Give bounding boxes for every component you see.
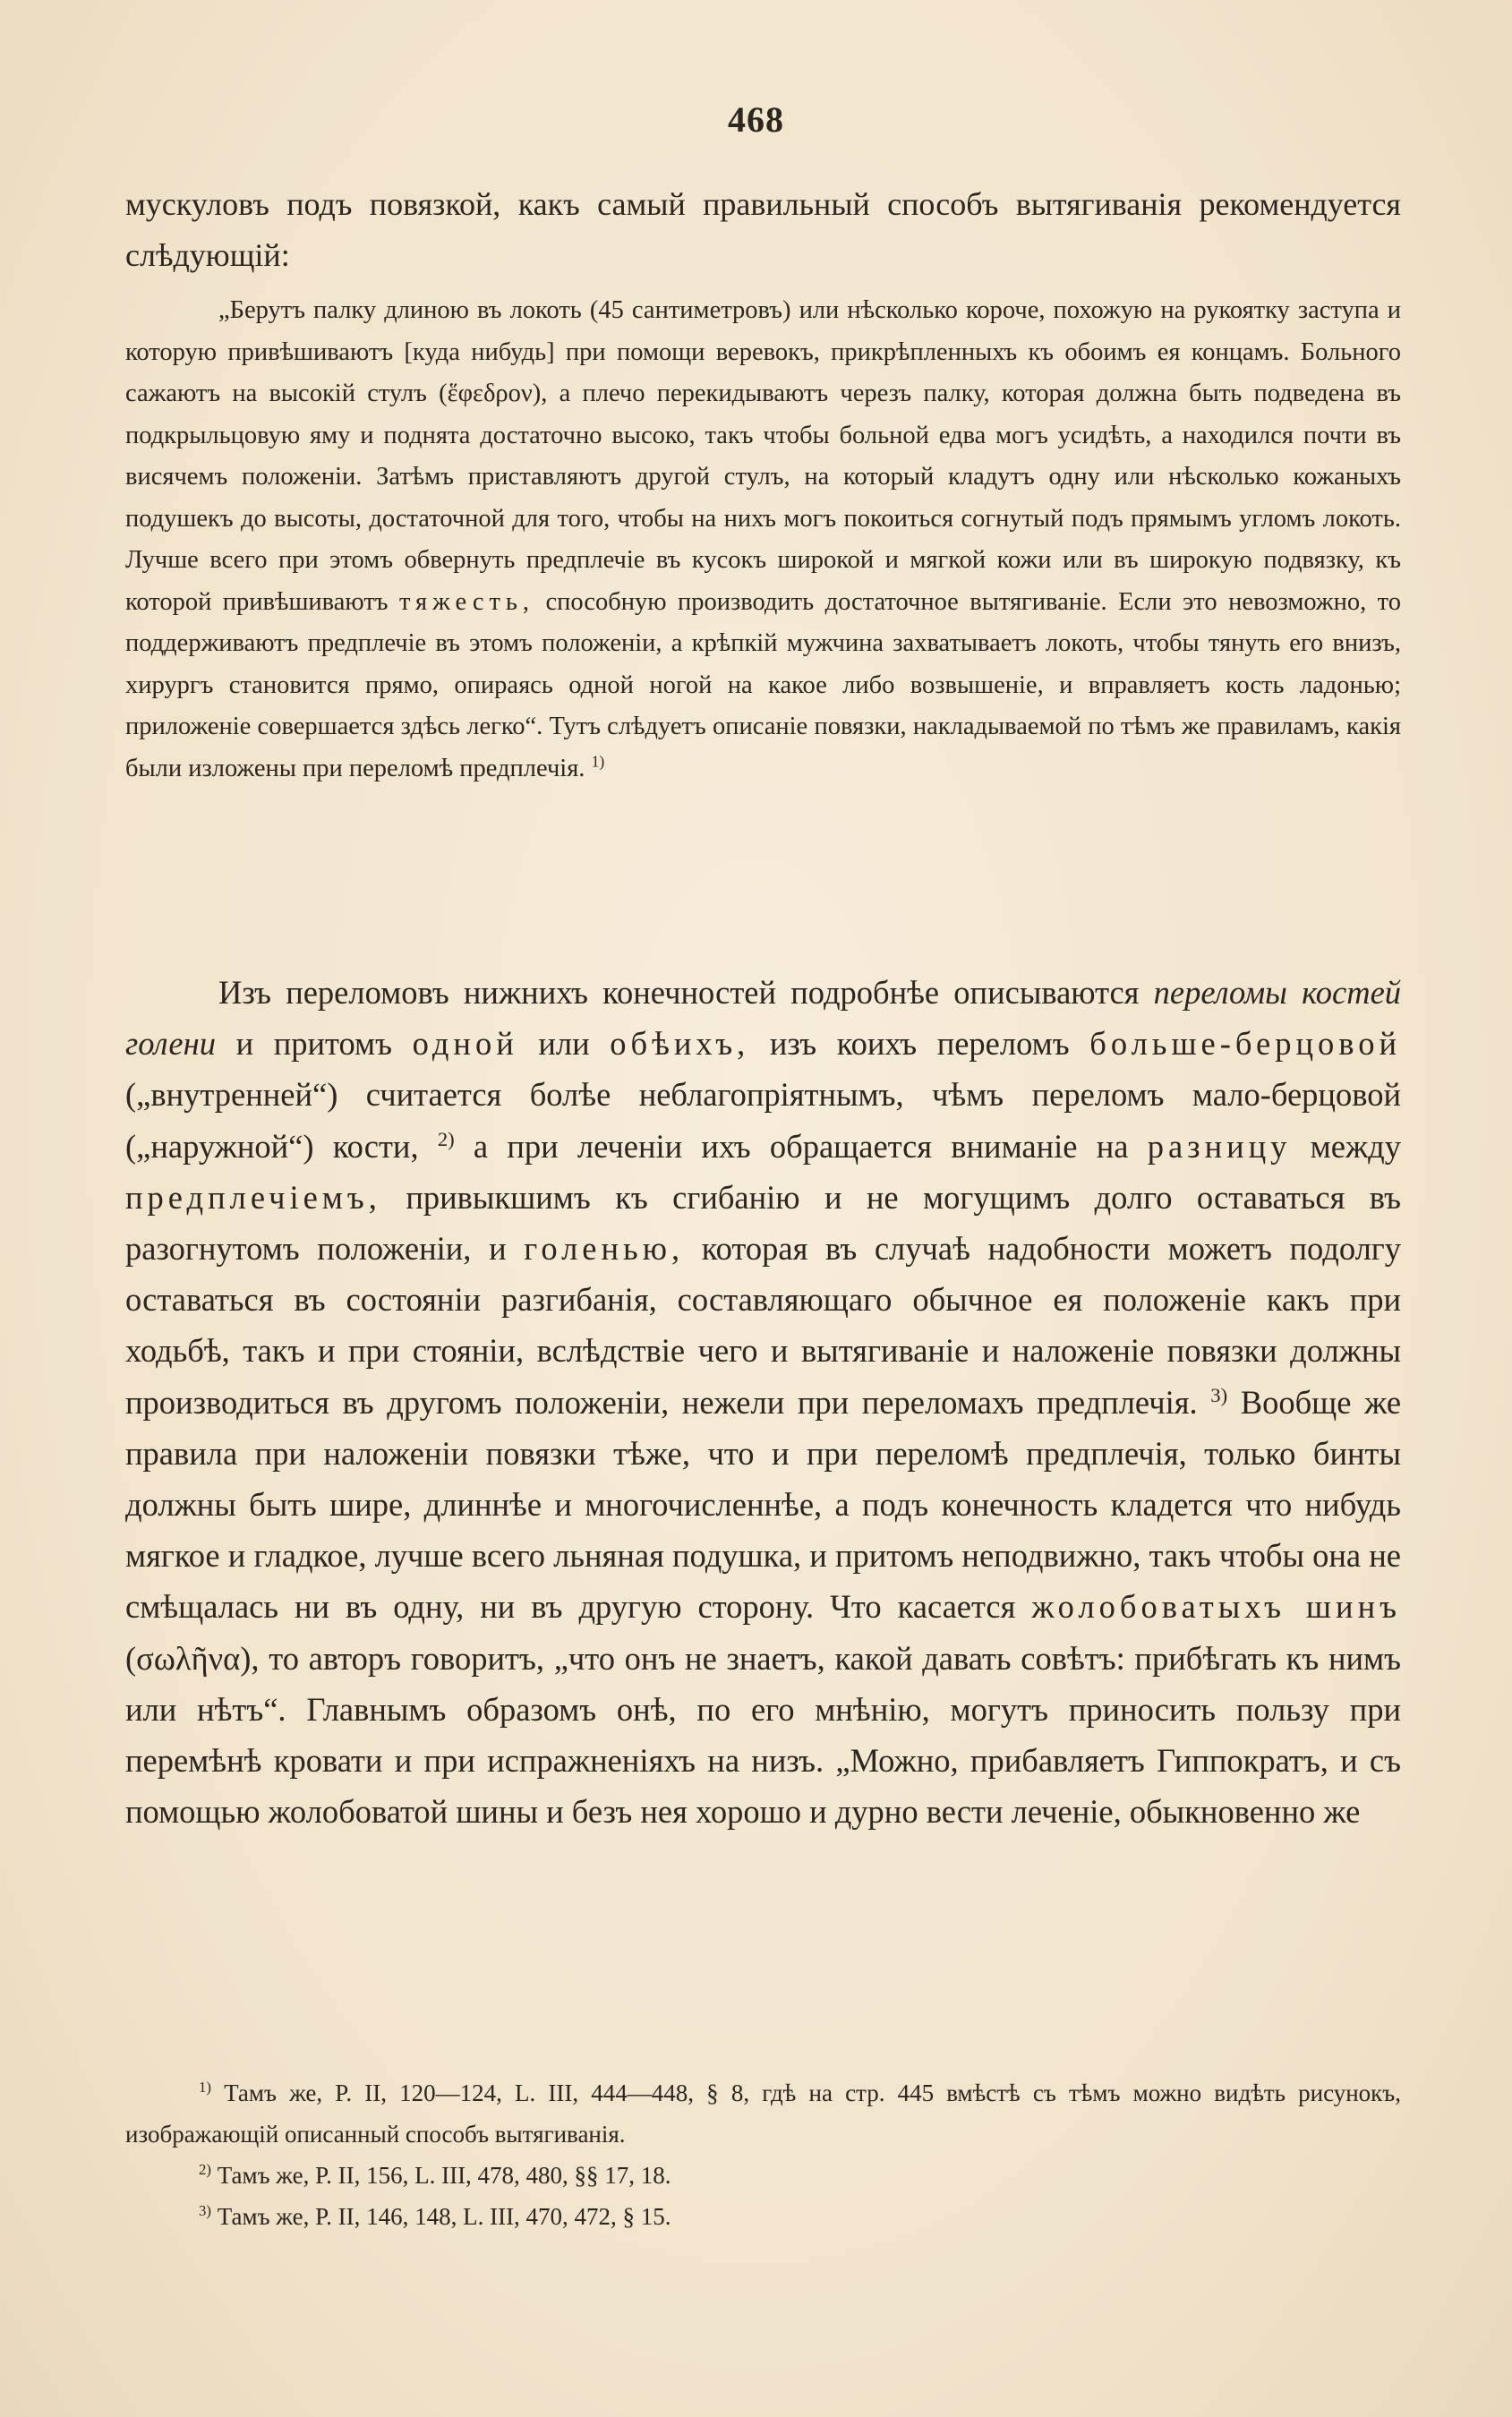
- quote-text-end: способную производить достаточное вытягиваніе. Если это невозможно, то поддерживаютъ предплечіе въ этомъ положеніи, а крѣпкій мужчина захватываетъ локоть, чтобы тянуть его внизъ, хирургъ становится прямо, опираясь одной ногой на какое либо возвышеніе, и вправляетъ кость ладонью; приложеніе совершается здѣсь легко“. Тутъ слѣдуетъ описаніе повязки, накладываемой по тѣмъ же правиламъ, какія были изложены при переломѣ предплечія.: [125, 587, 1401, 782]
- emphasis-italic: переломы костей голени: [125, 974, 1402, 1063]
- footnote-text: Тамъ же, P. II, 156, L. III, 478, 480, §§ 17, 18.: [217, 2162, 671, 2189]
- footnote-ref-3[interactable]: 3): [1210, 1383, 1228, 1406]
- footnotes: [125, 2072, 1401, 2237]
- main-text: а при леченіи ихъ обращается вниманіе на: [473, 1127, 1129, 1165]
- main-text: которая въ случаѣ надобности можетъ подолгу оставаться въ состояніи разгибанія, составляющаго обычное ея положеніе какъ при ходьбѣ, такъ и при стояніи, вслѣдствіе чего и вытягиваніе и наложеніе повязки должны производиться въ другомъ положеніи, нежели при переломахъ предплечія.: [125, 1230, 1402, 1421]
- footnote-text: Тамъ же, P. II, 120—124, L. III, 444—448, § 8, гдѣ на стр. 445 вмѣстѣ съ тѣмъ можно видѣть рисунокъ, изображающій описанный способъ вытягиванія.: [125, 2080, 1401, 2148]
- main-text: Вообще же правила при наложеніи повязки тѣже, что и при переломѣ предплечія, только бинты должны быть шире, длиннѣе и многочисленнѣе, а подъ конечность кладется что нибудь мягкое и гладкое, лучше всего льняная подушка, и притомъ неподвижно, такъ чтобы она не смѣщалась ни въ одну, ни въ другую сторону. Что касается: [125, 1383, 1402, 1626]
- footnote-marker: 1): [199, 2079, 211, 2096]
- footnote-text: Тамъ же, P. II, 146, 148, L. III, 470, 472, § 15.: [217, 2203, 671, 2230]
- footnote-ref-2[interactable]: 2): [437, 1127, 455, 1150]
- quote-paragraph: [125, 290, 1401, 790]
- page-number: 468: [728, 99, 784, 140]
- emphasis-spaced: жолобоватыхъ шинъ: [1031, 1588, 1401, 1626]
- footnote-marker: 3): [199, 2202, 211, 2219]
- main-paragraph: [125, 967, 1401, 1837]
- emphasis-spaced: обѣихъ,: [610, 1025, 750, 1063]
- footnote-1: [125, 2072, 1401, 2155]
- main-text: изъ коихъ переломъ: [769, 1025, 1070, 1063]
- main-text: между: [1310, 1127, 1401, 1165]
- quote-spaced-word: тяжесть,: [398, 587, 535, 616]
- main-text: привыкшимъ къ сгибанію и не могущимъ долго оставаться въ разогнутомъ положеніи, и: [125, 1178, 1401, 1268]
- emphasis-spaced: разницу: [1147, 1127, 1292, 1165]
- footnote-marker: 2): [199, 2161, 211, 2178]
- main-text: и притомъ: [235, 1025, 393, 1063]
- greek-term: (σωλῆνα),: [125, 1639, 260, 1677]
- main-text: то авторъ говоритъ, „что онъ не знаетъ, какой давать совѣтъ: прибѣгать къ нимъ или нѣтъ“. Главнымъ образомъ онѣ, по его мнѣнію, могутъ приносить пользу при перемѣнѣ кровати и при испражненіяхъ на низъ. „Можно, прибавляетъ Гиппократъ, и съ помощью жолобоватой шины и безъ нея хорошо и дурно вести леченіе, обыкновенно же: [125, 1639, 1402, 1831]
- emphasis-spaced: одной: [412, 1025, 518, 1063]
- emphasis-spaced: голенью,: [524, 1230, 685, 1268]
- main-text: Изъ переломовъ нижнихъ конечностей подробнѣе описываются: [218, 974, 1140, 1011]
- footnote-3: [125, 2196, 1401, 2237]
- main-text: („внутренней“) считается болѣе неблагопріятнымъ, чѣмъ переломъ мало-берцовой („наружной“) кости,: [125, 1076, 1401, 1165]
- emphasis-spaced: больше-берцовой: [1089, 1025, 1402, 1063]
- main-text: или: [538, 1025, 590, 1063]
- emphasis-spaced: предплечіемъ,: [125, 1178, 381, 1216]
- quote-text: „Берутъ палку длиною въ локоть (45 сантиметровъ) или нѣсколько короче, похожую на рукоятку заступа и которую привѣшиваютъ [куда нибудь] при помощи веревокъ, прикрѣпленныхъ къ обоимъ ея концамъ. Больного сажаютъ на высокій стулъ (ἕφεδρον), а плечо перекидываютъ черезъ палку, которая должна быть подведена въ подкрыльцовую яму и поднята достаточно высоко, такъ чтобы больной едва могъ усидѣть, а находился почти въ висячемъ положеніи. Затѣмъ приставляютъ другой стулъ, на который кладутъ одну или нѣсколько кожаныхъ подушекъ до высоты, достаточной для того, чтобы на нихъ могъ покоиться согнутый подъ прямымъ угломъ локоть. Лучше всего при этомъ обвернуть предплечіе въ кусокъ широкой и мягкой кожи или въ широкую подвязку, къ которой привѣшиваютъ: [125, 296, 1401, 616]
- footnote-2: [125, 2155, 1401, 2196]
- lead-paragraph: мускуловъ подъ повязкой, какъ самый правильный способъ вытягиванія рекомендуется слѣдующій:: [125, 186, 1401, 273]
- footnote-ref-1[interactable]: 1): [591, 752, 605, 770]
